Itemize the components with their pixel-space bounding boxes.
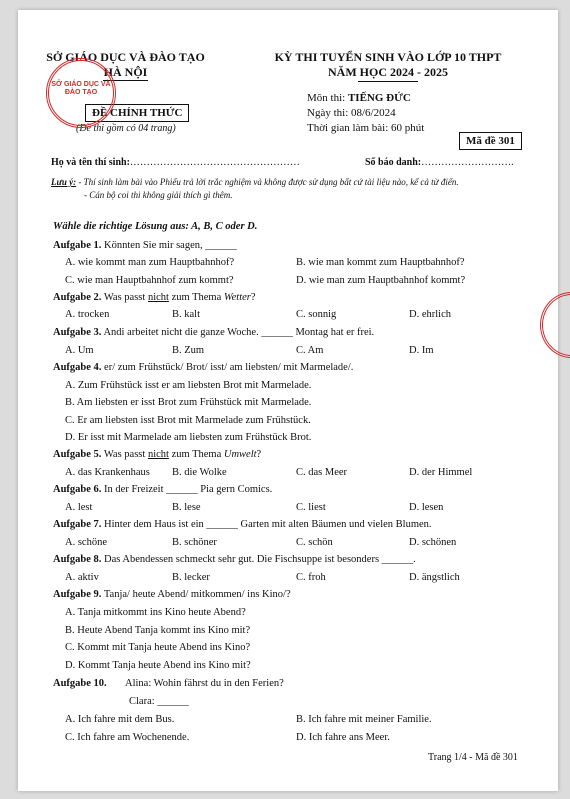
pages-note: (Đề thi gồm có 04 trang) <box>76 123 176 134</box>
option-2c[interactable]: C. sonnig <box>296 309 337 320</box>
option-4d[interactable]: D. Er isst mit Marmelade am liebsten zum Frühstück Brot. <box>65 432 312 443</box>
option-10b[interactable]: B. Ich fahre mit meiner Familie. <box>296 714 432 725</box>
subject-label: Môn thi: <box>307 92 348 104</box>
notes-label: Lưu ý: <box>51 177 77 187</box>
option-7c[interactable]: C. schön <box>296 537 333 548</box>
option-6d[interactable]: D. lesen <box>409 502 444 513</box>
option-5c[interactable]: C. das Meer <box>296 467 348 478</box>
option-10a[interactable]: A. Ich fahre mit dem Bus. <box>65 714 175 725</box>
option-3d[interactable]: D. Im <box>409 345 434 356</box>
question-4: Aufgabe 4. er/ zum Frühstück/ Brot/ isst/ am liebsten/ mit Marmelade/. <box>53 362 354 373</box>
exam-code-box: Mã đề 301 <box>459 132 522 150</box>
option-8a[interactable]: A. aktiv <box>65 572 99 583</box>
candidate-name-label: Họ và tên thí sinh: <box>51 157 130 168</box>
option-5a[interactable]: A. das Krankenhaus <box>65 467 150 478</box>
candidate-name-row <box>51 157 300 168</box>
question-10-line2: Clara: ______ <box>129 696 189 707</box>
question-8: Aufgabe 8. Das Abendessen schmeckt sehr gut. Die Fischsuppe ist besonders ______. <box>53 554 416 565</box>
option-2d[interactable]: D. ehrlich <box>409 309 451 320</box>
question-2: Aufgabe 2. Was passt nicht zum Thema Wetter? <box>53 292 256 303</box>
option-7d[interactable]: D. schönen <box>409 537 457 548</box>
option-6c[interactable]: C. liest <box>296 502 326 513</box>
option-4b[interactable]: B. Am liebsten er isst Brot zum Frühstück mit Marmelade. <box>65 397 312 408</box>
option-1d[interactable]: D. wie man zum Hauptbahnhof kommt? <box>296 275 466 286</box>
option-9a[interactable]: A. Tanja mitkommt ins Kino heute Abend? <box>65 607 246 618</box>
option-10c[interactable]: C. Ich fahre am Wochenende. <box>65 732 190 743</box>
exam-date: Ngày thi: 08/6/2024 <box>307 107 396 119</box>
option-1a[interactable]: A. wie kommt man zum Hauptbahnhof? <box>65 257 235 268</box>
option-9b[interactable]: B. Heute Abend Tanja kommt ins Kino mit? <box>65 625 251 636</box>
official-stamp <box>46 58 116 128</box>
side-stamp <box>540 292 570 358</box>
option-9d[interactable]: D. Kommt Tanja heute Abend ins Kino mit? <box>65 660 251 671</box>
header-right-divider <box>358 81 418 82</box>
option-2a[interactable]: A. trocken <box>65 309 110 320</box>
option-8b[interactable]: B. lecker <box>172 572 210 583</box>
option-9c[interactable]: C. Kommt mit Tanja heute Abend ins Kino? <box>65 642 251 653</box>
option-7b[interactable]: B. schöner <box>172 537 217 548</box>
option-8c[interactable]: C. froh <box>296 572 326 583</box>
option-10d[interactable]: D. Ich fahre ans Meer. <box>296 732 390 743</box>
official-label: ĐỀ CHÍNH THỨC <box>85 104 189 122</box>
option-8d[interactable]: D. ängstlich <box>409 572 460 583</box>
option-3a[interactable]: A. Um <box>65 345 94 356</box>
question-1: Aufgabe 1. Könnten Sie mir sagen, ______ <box>53 240 237 251</box>
option-6a[interactable]: A. lest <box>65 502 93 513</box>
option-4a[interactable]: A. Zum Frühstück isst er am liebsten Brot mit Marmelade. <box>65 380 312 391</box>
city-name: HÀ NỘI <box>103 65 148 79</box>
option-5b[interactable]: B. die Wolke <box>172 467 227 478</box>
exam-page <box>18 10 558 791</box>
instruction: Wähle die richtige Lösung aus: A, B, C oder D. <box>53 221 258 232</box>
subject-value: TIẾNG ĐỨC <box>347 92 411 104</box>
question-6: Aufgabe 6. In der Freizeit ______ Pia gern Comics. <box>53 484 273 495</box>
school-year: NĂM HỌC 2024 - 2025 <box>328 65 448 79</box>
stamp-text: SỞ GIÁO DỤC VÀ ĐÀO TẠO <box>51 81 111 96</box>
subject-line <box>307 92 411 104</box>
question-9: Aufgabe 9. Tanja/ heute Abend/ mitkommen/ ins Kino/? <box>53 589 291 600</box>
option-1c[interactable]: C. wie man Hauptbahnhof zum kommt? <box>65 275 234 286</box>
notes-text1: - Thí sinh làm bài vào Phiếu trả lời trắc nghiệm và không được sử dụng bất cứ tài liệu nào, kể cả từ điển. <box>78 177 459 187</box>
exam-duration: Thời gian làm bài: 60 phút <box>307 122 425 134</box>
notes-line1 <box>51 177 459 187</box>
option-1b[interactable]: B. wie man kommt zum Hauptbahnhof? <box>296 257 465 268</box>
candidate-id-label: Số báo danh: <box>365 157 422 168</box>
candidate-id-dots: ………………………. <box>421 157 514 168</box>
option-3c[interactable]: C. Am <box>296 345 324 356</box>
option-3b[interactable]: B. Zum <box>172 345 205 356</box>
option-5d[interactable]: D. der Himmel <box>409 467 473 478</box>
option-7a[interactable]: A. schöne <box>65 537 107 548</box>
question-10: Aufgabe 10. Alina: Wohin fährst du in den Ferien? <box>53 678 284 689</box>
candidate-id-row <box>365 157 514 168</box>
exam-title: KỲ THI TUYỂN SINH VÀO LỚP 10 THPT <box>274 50 502 64</box>
option-2b[interactable]: B. kalt <box>172 309 200 320</box>
question-3: Aufgabe 3. Andi arbeitet nicht die ganze Woche. ______ Montag hat er frei. <box>53 327 375 338</box>
option-4c[interactable]: C. Er am liebsten isst Brot mit Marmelade zum Frühstück. <box>65 415 311 426</box>
option-6b[interactable]: B. lese <box>172 502 201 513</box>
candidate-name-dots: …………………………………………… <box>129 157 300 168</box>
department-name: SỞ GIÁO DỤC VÀ ĐÀO TẠO <box>46 50 205 64</box>
page-footer: Trang 1/4 - Mã đề 301 <box>428 752 518 763</box>
notes-text2: - Cán bộ coi thi không giải thích gì thêm. <box>84 190 233 200</box>
question-5: Aufgabe 5. Was passt nicht zum Thema Umwelt? <box>53 449 262 460</box>
question-7: Aufgabe 7. Hinter dem Haus ist ein ______ Garten mit alten Bäumen und vielen Blumen. <box>53 519 432 530</box>
